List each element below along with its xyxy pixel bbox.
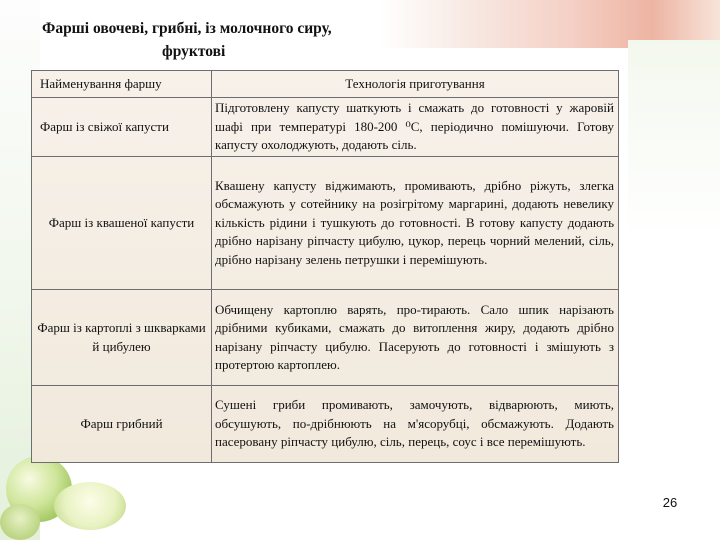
page-number: 26 xyxy=(662,495,678,510)
apple-slice-image xyxy=(54,482,126,530)
filling-name-cell: Фарш із картоплі з шкварками й цибулею xyxy=(32,290,212,386)
table-row xyxy=(32,290,619,386)
table-row xyxy=(32,157,619,290)
technology-cell: Обчищену картоплю варять, про-тирають. Сало шпик нарізають дрібними кубиками, смажать до витоплення жиру, додають дрібно нарізану ріпчасту цибулю. Пасерують до готовності і змішують з протертою картоплею. xyxy=(212,290,619,386)
background-right-decoration xyxy=(628,40,720,540)
table-header-row xyxy=(32,71,619,98)
column-header-technology: Технологія приготування xyxy=(212,71,619,98)
slide-title-line1: Фарші овочеві, грибні, із молочного сиру, xyxy=(42,20,332,37)
technology-cell: Квашену капусту віджимають, промивають, дрібно ріжуть, злегка обсмажують у сотейнику на розігрітому маргарині, додають невелику кількість рідини і тушкують до готовності. В готову капусту додають дрібно нарізану ріпчасту цибулю, цукор, перець чорний мелений, сіль, дрібно нарізану зелень петрушки і перемішують. xyxy=(212,157,619,290)
apple-piece-image xyxy=(0,504,40,540)
column-header-name: Найменування фаршу xyxy=(32,71,212,98)
slide-title-line2: фруктові xyxy=(162,43,226,60)
fillings-table xyxy=(31,70,619,463)
technology-cell: Сушені гриби промивають, замочують, відварюють, миють, обсушують, по-дрібнюють на м'ясорубці, обсмажують. Додають пасеровану ріпчасту цибулю, сіль, перець, соус і все перемішують. xyxy=(212,386,619,463)
table-row xyxy=(32,98,619,157)
filling-name-cell: Фарш із свіжої капусти xyxy=(32,98,212,157)
filling-name-cell: Фарш грибний xyxy=(32,386,212,463)
technology-cell: Підготовлену капусту шаткують і смажать до готовності у жаровій шафі при температурі 180-200 ⁰С, періодично помішуючи. Готову капусту охолоджують, додають сіль. xyxy=(212,98,619,157)
table-row xyxy=(32,386,619,463)
filling-name-cell: Фарш із квашеної капусти xyxy=(32,157,212,290)
slide-title xyxy=(42,17,402,63)
